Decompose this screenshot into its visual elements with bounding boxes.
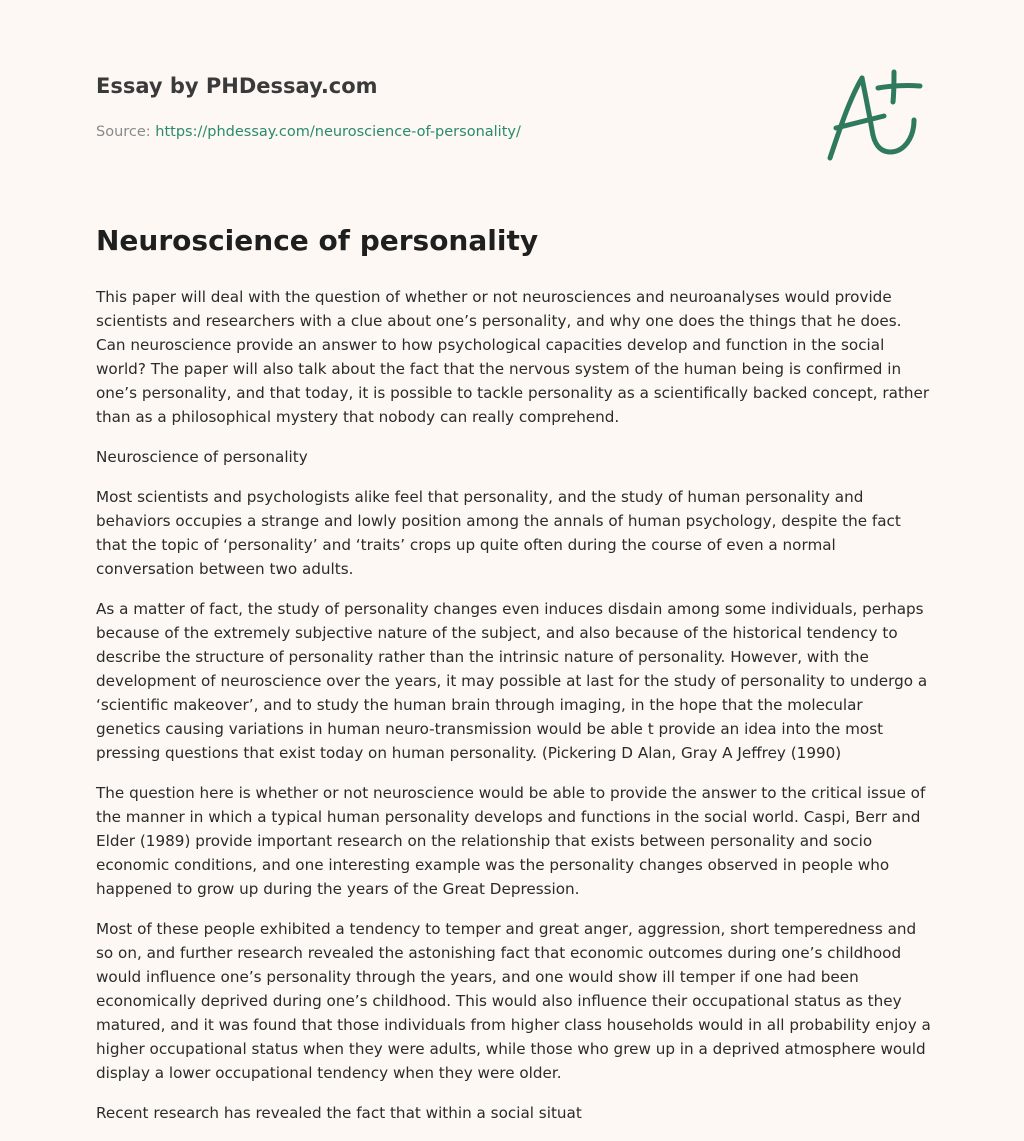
paragraph: Most scientists and psychologists alike feel that personality, and the study of human personality and behaviors occupies a strange and lowly position among the annals of human psychology, despite the fact that the topic of ‘personality’ and ‘traits’ crops up quite often during the course of even a normal conversation between two adults. xyxy=(96,488,901,578)
paragraph: As a matter of fact, the study of personality changes even induces disdain among some individuals, perhaps because of the extremely subjective nature of the subject, and also because of the historical tendency to describe the structure of personality rather than the intrinsic nature of personality. However, with the development of neuroscience over the years, it may possible at last for the study of personality to undergo a ‘scientific makeover’, and to study the human brain through imaging, in the hope that the molecular genetics causing variations in human neuro-transmission would be able t provide an idea into the most pressing questions that exist today on human personality. (Pickering D Alan, Gray A Jeffrey (1990) xyxy=(96,600,928,762)
essay-body xyxy=(96,285,931,1141)
essay-title: Neuroscience of personality xyxy=(96,224,539,257)
paragraph: Recent research has revealed the fact that within a social situat xyxy=(96,1104,582,1122)
paragraph: This paper will deal with the question of whether or not neurosciences and neuroanalyses would provide scientists and researchers with a clue about one’s personality, and why one does the things that he does. Can neuroscience provide an answer to how psychological capacities develop and function in the social world? The paper will also talk about the fact that the nervous system of the human being is confirmed in one’s personality, and that today, it is possible to tackle personality as a scientifically backed concept, rather than as a philosophical mystery that nobody can really comprehend. xyxy=(96,288,930,426)
site-title: Essay by PHDessay.com xyxy=(96,74,378,98)
paragraph: Most of these people exhibited a tendency to temper and great anger, aggression, short temperedness and so on, and further research revealed the astonishing fact that economic outcomes during one’s childhood would influence one’s personality through the years, and one would show ill temper if one had been economically deprived during one’s childhood. This would also influence their occupational status as they matured, and it was found that those individuals from higher class households would in all probability enjoy a higher occupational status when they were adults, while those who grew up in a deprived atmosphere would display a lower occupational tendency when they were older. xyxy=(96,920,931,1082)
section-heading: Neuroscience of personality xyxy=(96,448,308,466)
source-link[interactable]: https://phdessay.com/neuroscience-of-personality/ xyxy=(155,124,521,140)
paragraph: The question here is whether or not neuroscience would be able to provide the answer to the critical issue of the manner in which a typical human personality develops and functions in the social world. Caspi, Berr and Elder (1989) provide important research on the relationship that exists between personality and socio economic conditions, and one interesting example was the personality changes observed in people who happened to grow up during the years of the Great Depression. xyxy=(96,784,926,898)
a-plus-grade-icon xyxy=(822,68,926,164)
source-label: Source: xyxy=(96,124,151,140)
source-line xyxy=(96,124,521,140)
